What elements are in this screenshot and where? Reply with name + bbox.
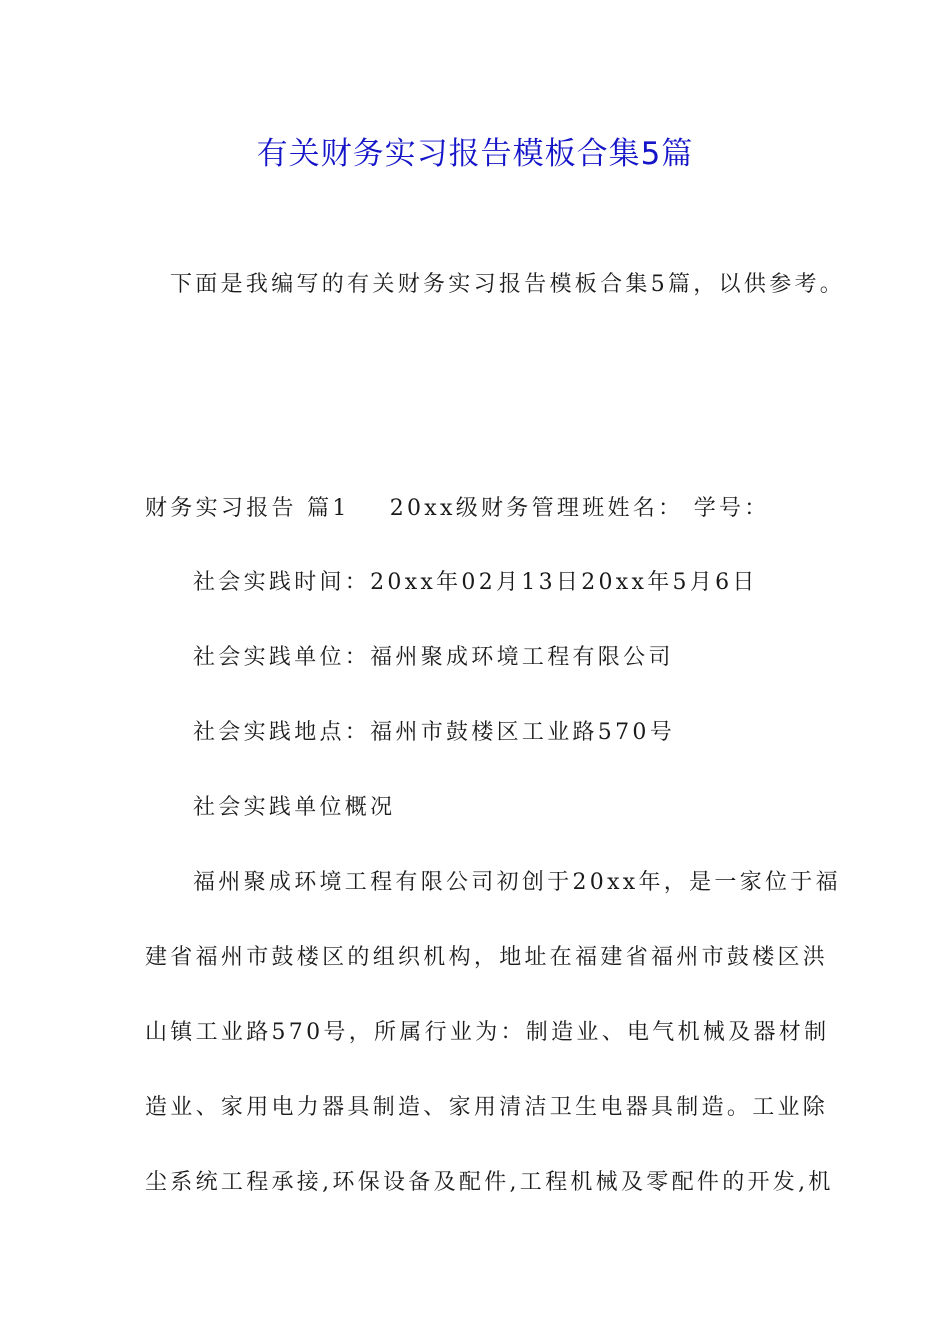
report-heading-label: 财务实习报告 篇1 [145,496,350,521]
paragraph-line: 山镇工业路570号，所属行业为：制造业、电气机械及器材制 [145,1020,830,1045]
practice-unit: 社会实践单位：福州聚成环境工程有限公司 [193,645,674,670]
intro-text: 下面是我编写的有关财务实习报告模板合集5篇，以供参考。 [170,272,846,297]
report-heading-info: 20xx级财务管理班姓名： 学号： [389,496,770,521]
paragraph-line: 造业、家用电力器具制造、家用清洁卫生电器具制造。工业除 [145,1095,829,1120]
paragraph-line: 福州聚成环境工程有限公司初创于20xx年，是一家位于福 [193,870,841,895]
document-title: 有关财务实习报告模板合集5篇 [256,136,694,172]
practice-time: 社会实践时间：20xx年02月13日20xx年5月6日 [193,570,758,595]
paragraph-line: 尘系统工程承接,环保设备及配件,工程机械及零配件的开发,机 [145,1170,834,1195]
paragraph-line: 建省福州市鼓楼区的组织机构，地址在福建省福州市鼓楼区洪 [145,945,829,970]
practice-location: 社会实践地点：福州市鼓楼区工业路570号 [193,720,675,745]
report-heading-row [145,494,770,524]
practice-overview-heading: 社会实践单位概况 [193,795,396,820]
